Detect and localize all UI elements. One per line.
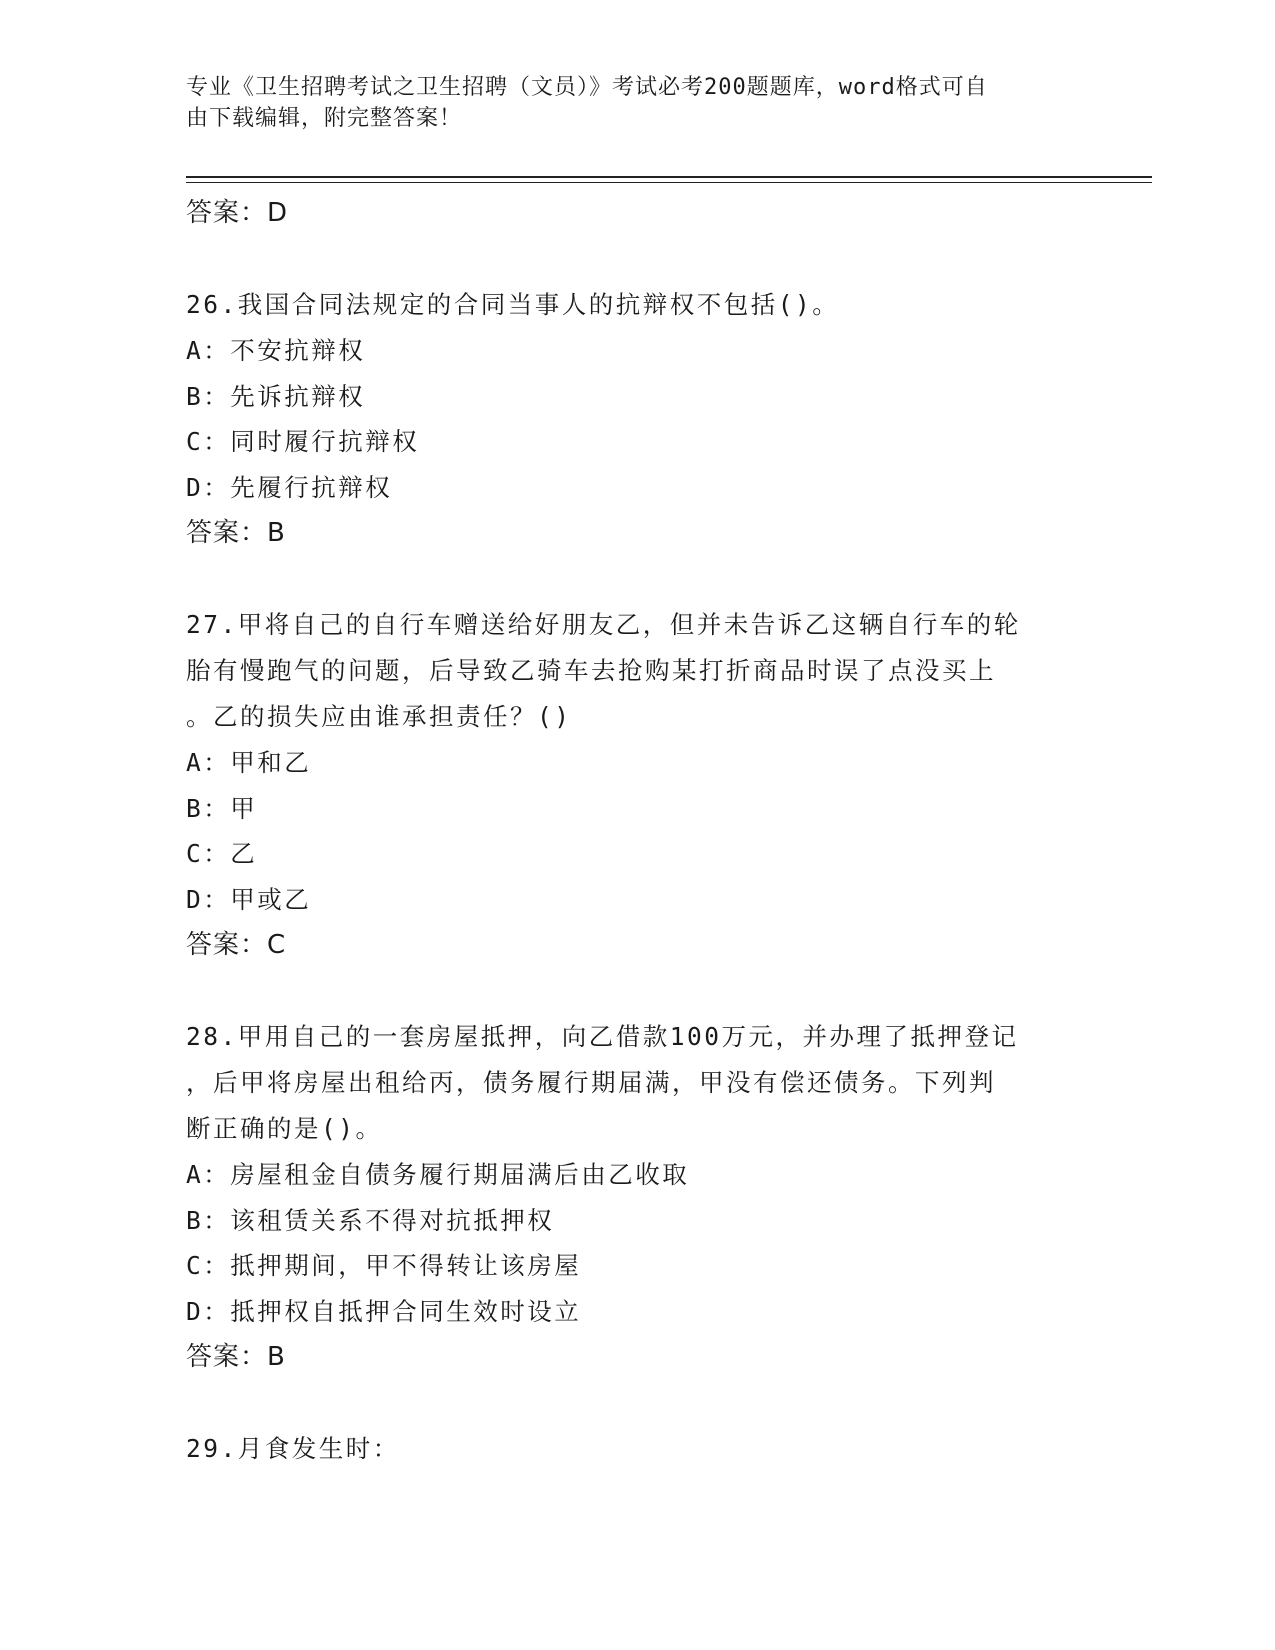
question-29: [186, 1426, 1086, 1472]
option-a: A：甲和乙: [186, 748, 312, 777]
spacer: [186, 968, 1086, 1014]
question-text-line: 断正确的是()。: [186, 1114, 383, 1143]
spacer: [186, 1380, 1086, 1426]
option-b: B：该租赁关系不得对抗抵押权: [186, 1205, 555, 1235]
option-a: A：房屋租金自债务履行期届满后由乙收取: [186, 1160, 690, 1189]
option-c: C：乙: [186, 839, 258, 868]
spacer: [186, 236, 1086, 282]
question-text-line: 26.我国合同法规定的合同当事人的抗辩权不包括()。: [186, 290, 840, 319]
header-rule-thin: [186, 182, 1152, 183]
answer-line: 答案：B: [186, 1342, 286, 1372]
header-line-1: 专业《卫生招聘考试之卫生招聘（文员）》考试必考200题题库，word格式可自: [186, 75, 988, 100]
option-c: C：同时履行抗辩权: [186, 427, 420, 456]
option-d: D：先履行抗辩权: [186, 472, 393, 502]
answer-line: 答案：C: [186, 930, 287, 960]
option-c: C：抵押期间，甲不得转让该房屋: [186, 1251, 582, 1280]
option-a: A：不安抗辩权: [186, 336, 366, 365]
question-27: [186, 602, 1086, 968]
question-text-line: 27.甲将自己的自行车赠送给好朋友乙，但并未告诉乙这辆自行车的轮: [186, 610, 1021, 639]
header-line-2: 由下载编辑，附完整答案！: [186, 106, 463, 131]
option-b: B：先诉抗辩权: [186, 381, 366, 411]
question-28: [186, 1014, 1086, 1380]
previous-answer: 答案：D: [186, 198, 289, 228]
question-text-line: 28.甲用自己的一套房屋抵押，向乙借款100万元，并办理了抵押登记: [186, 1022, 1019, 1051]
option-d: D：甲或乙: [186, 884, 312, 914]
question-text-line: ，后甲将房屋出租给丙，债务履行期届满，甲没有偿还债务。下列判: [186, 1068, 996, 1097]
option-d: D：抵押权自抵押合同生效时设立: [186, 1296, 582, 1326]
question-text-line: 29.月食发生时：: [186, 1434, 400, 1463]
question-26: [186, 282, 1086, 556]
question-text-line: 胎有慢跑气的问题，后导致乙骑车去抢购某打折商品时误了点没买上: [186, 656, 996, 685]
header-rule-thick: [186, 176, 1152, 178]
spacer: [186, 556, 1086, 602]
answer-line: 答案：B: [186, 518, 286, 548]
document-header: [186, 72, 1086, 134]
question-text-line: 。乙的损失应由谁承担责任？(): [186, 702, 572, 731]
question-list: [186, 190, 1086, 1472]
option-b: B：甲: [186, 793, 258, 823]
